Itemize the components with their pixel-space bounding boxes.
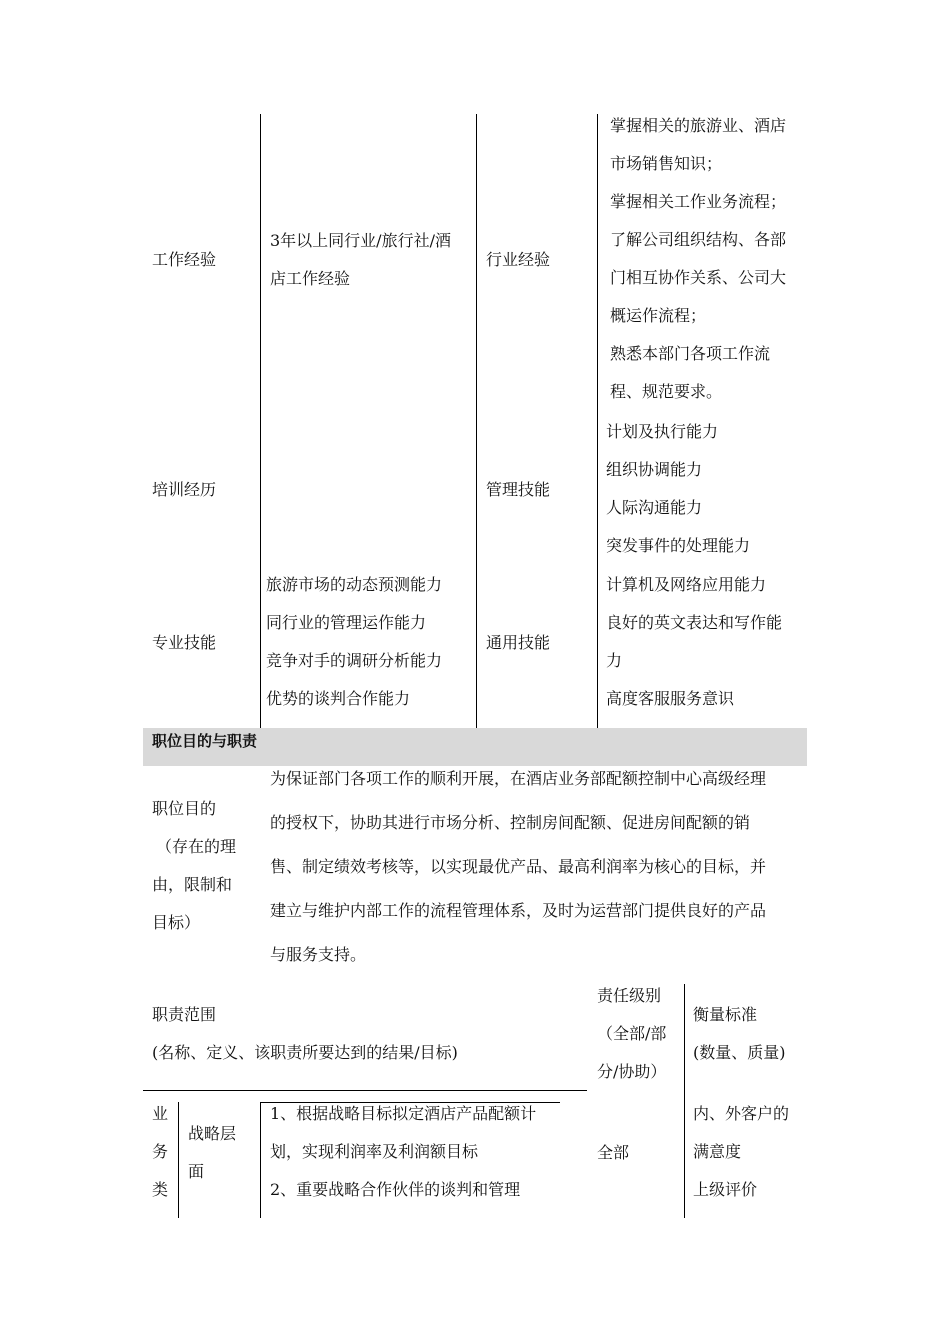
duty-item-line: 划，实现利润率及利润额目标 [270,1142,479,1161]
duty-header-underline [143,1090,587,1091]
purpose-label [152,790,236,942]
duty-scope-header [152,996,458,1072]
duty-sub-line: 面 [188,1162,205,1181]
value-line: 优势的谈判合作能力 [266,689,411,708]
duty-category-char: 业 [152,1104,169,1123]
duty-category [152,1095,168,1209]
duty-measure-header [693,996,786,1072]
row-label-industry-experience: 行业经验 [486,250,551,269]
duty-divider-category [178,1102,179,1218]
value-line: 程、规范要求。 [610,382,723,401]
duty-level-line: 分/协助） [597,1062,667,1081]
duty-measure-value [693,1095,789,1209]
value-line: 高度客服服务意识 [606,689,735,708]
duty-scope-line: 职责范围 [152,1005,217,1024]
table1-divider-2 [476,114,477,728]
purpose-label-line: 由，限制和 [152,875,233,894]
value-line: 突发事件的处理能力 [606,536,751,555]
value-line: 了解公司组织结构、各部 [610,230,787,249]
value-line: 掌握相关的旅游业、酒店 [610,116,787,135]
purpose-text-line: 的授权下，协助其进行市场分析、控制房间配额、促进房间配额的销 [270,813,751,832]
row-label-training: 培训经历 [152,480,217,499]
duty-measure-value-line: 满意度 [693,1142,742,1161]
duty-level-line: 责任级别 [597,986,662,1005]
duty-subcategory [188,1115,236,1191]
value-line: 掌握相关工作业务流程； [610,192,787,211]
row-label-work-experience: 工作经验 [152,250,217,269]
duty-measure-value-line: 上级评价 [693,1180,758,1199]
purpose-text [270,757,766,977]
purpose-text-line: 售、制定绩效考核等，以实现最优产品、最高利润率为核心的目标，并 [270,857,767,876]
duty-scope-line: (名称、定义、该职责所要达到的结果/目标) [152,1043,458,1062]
duty-measure-line: (数量、质量) [693,1043,786,1062]
duty-items [270,1095,536,1209]
duty-measure-value-line: 内、外客户的 [693,1104,790,1123]
purpose-text-line: 为保证部门各项工作的顺利开展，在酒店业务部配额控制中心高级经理 [270,769,767,788]
row-value-industry-experience [610,107,786,411]
duty-level-value: 全部 [597,1143,630,1162]
value-line: 计划及执行能力 [606,422,719,441]
purpose-label-line: （存在的理 [156,837,237,856]
duty-sub-line: 战略层 [188,1124,237,1143]
purpose-label-line: 目标） [152,913,201,932]
duty-level-line: （全部/部 [597,1024,667,1043]
duty-measure-line: 衡量标准 [693,1005,758,1024]
value-line: 力 [606,651,623,670]
value-line: 旅游市场的动态预测能力 [266,575,443,594]
duty-level-header [597,977,666,1091]
duty-item-line: 1、根据战略目标拟定酒店产品配额计 [270,1104,537,1123]
value-line: 良好的英文表达和写作能 [606,613,783,632]
row-label-professional-skills: 专业技能 [152,633,217,652]
value-line: 门相互协作关系、公司大 [610,268,787,287]
value-line: 3年以上同行业/旅行社/酒 [270,231,451,250]
value-line: 竞争对手的调研分析能力 [266,651,443,670]
value-line: 组织协调能力 [606,460,703,479]
value-line: 店工作经验 [270,269,351,288]
row-value-management-skills [606,413,750,565]
duty-divider-measure [684,984,685,1218]
duty-divider-sub [260,1102,261,1218]
row-label-management-skills: 管理技能 [486,480,551,499]
duty-item-line: 2、重要战略合作伙伴的谈判和管理 [270,1180,521,1199]
row-label-general-skills: 通用技能 [486,633,551,652]
duty-category-char: 务 [152,1142,169,1161]
table1-divider-1 [260,114,261,728]
value-line: 熟悉本部门各项工作流 [610,344,771,363]
value-line: 概运作流程； [610,306,707,325]
value-line: 市场销售知识； [610,154,723,173]
duty-category-char: 类 [152,1180,169,1199]
purpose-text-line: 建立与维护内部工作的流程管理体系，及时为运营部门提供良好的产品 [270,901,767,920]
section-title: 职位目的与职责 [152,732,258,750]
purpose-label-line: 职位目的 [152,799,217,818]
value-line: 人际沟通能力 [606,498,703,517]
row-value-general-skills [606,566,782,718]
value-line: 同行业的管理运作能力 [266,613,427,632]
purpose-text-line: 与服务支持。 [270,945,367,964]
row-value-work-experience [270,222,451,298]
row-value-professional-skills [266,566,442,718]
table1-divider-3 [597,114,598,728]
value-line: 计算机及网络应用能力 [606,575,767,594]
